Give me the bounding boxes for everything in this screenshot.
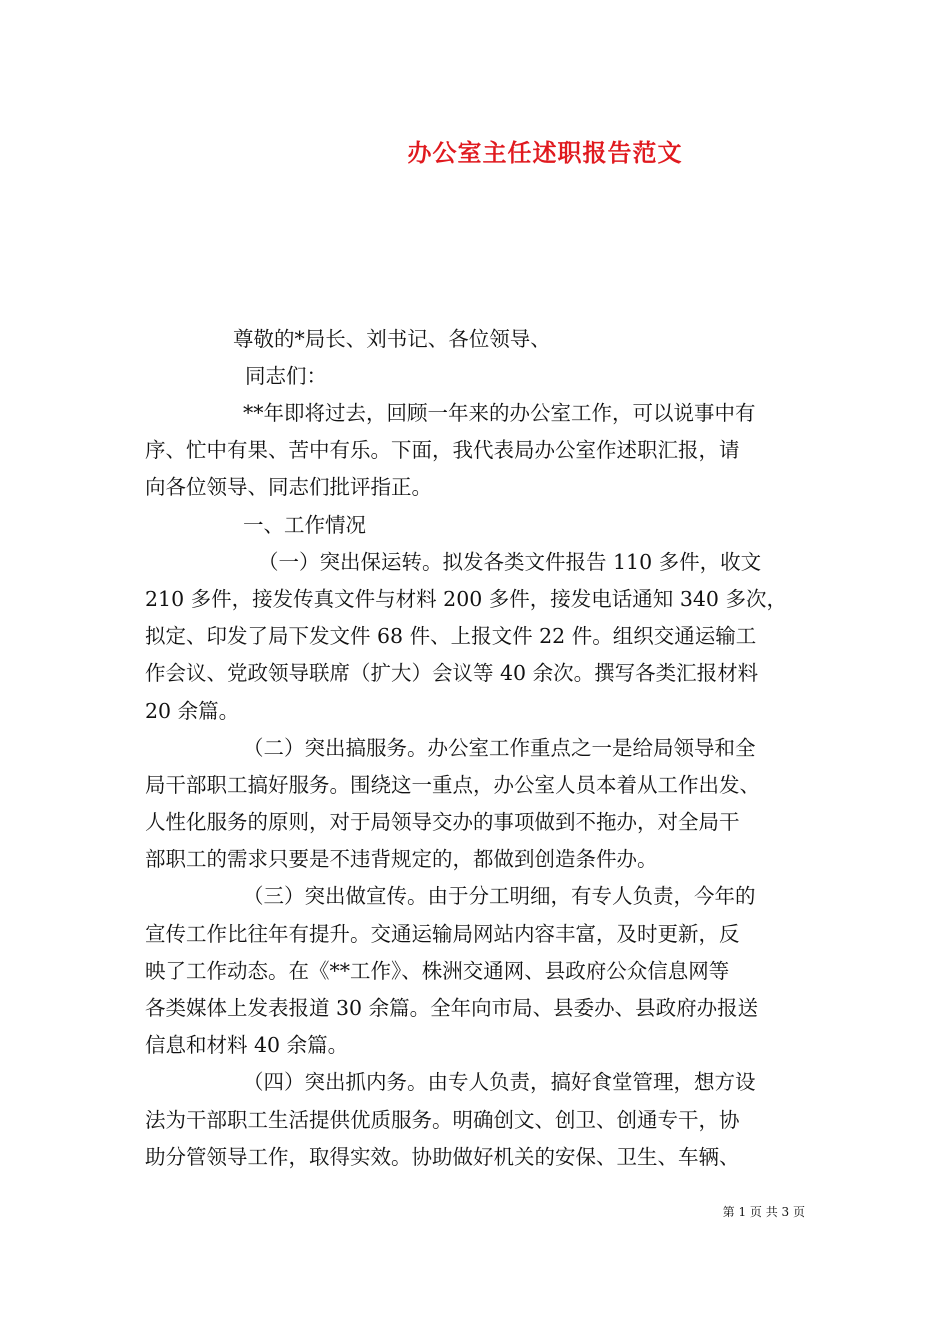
paragraph-line: 210 多件，接发传真文件与材料 200 多件，接发电话通知 340 多次， xyxy=(145,586,787,611)
paragraph-line: （四）突出抓内务。由专人负责，搞好食堂管理，想方设 xyxy=(243,1070,756,1095)
salutation-comrades: 同志们： xyxy=(245,364,327,388)
paragraph-line: 宣传工作比往年有提升。交通运输局网站内容丰富，及时更新，反 xyxy=(145,921,740,946)
paragraph-line: 信息和材料 40 余篇。 xyxy=(145,1033,349,1058)
salutation: 尊敬的*局长、刘书记、各位领导、 xyxy=(233,327,551,351)
paragraph-line: 20 余篇。 xyxy=(145,698,240,723)
paragraph-line: （三）突出做宣传。由于分工明细，有专人负责，今年的 xyxy=(243,884,756,909)
paragraph-line: 助分管领导工作，取得实效。协助做好机关的安保、卫生、车辆、 xyxy=(145,1144,740,1169)
paragraph-line: 序、忙中有果、苦中有乐。下面，我代表局办公室作述职汇报，请 xyxy=(145,438,740,463)
section-heading: 一、工作情况 xyxy=(243,512,366,537)
paragraph-line: 法为干部职工生活提供优质服务。明确创文、创卫、创通专干，协 xyxy=(145,1107,740,1132)
paragraph-line: 映了工作动态。在《**工作》、株洲交通网、县政府公众信息网等 xyxy=(145,958,730,983)
paragraph-line: **年即将过去，回顾一年来的办公室工作，可以说事中有 xyxy=(243,401,756,425)
paragraph-line: 局干部职工搞好服务。围绕这一重点，办公室人员本着从工作出发、 xyxy=(145,772,760,797)
paragraph-line: 部职工的需求只要是不违背规定的，都做到创造条件办。 xyxy=(145,847,658,872)
paragraph-line: 向各位领导、同志们批评指正。 xyxy=(145,475,432,500)
paragraph-line: （二）突出搞服务。办公室工作重点之一是给局领导和全 xyxy=(243,735,756,760)
paragraph-line: 作会议、党政领导联席（扩大）会议等 40 余次。撰写各类汇报材料 xyxy=(145,661,759,686)
document-title: 办公室主任述职报告范文 xyxy=(407,138,683,167)
paragraph-line: （一）突出保运转。拟发各类文件报告 110 多件，收文 xyxy=(258,549,762,574)
paragraph-line: 拟定、印发了局下发文件 68 件、上报文件 22 件。组织交通运输工 xyxy=(145,624,757,649)
page-footer: 第 1 页 共 3 页 xyxy=(722,1205,805,1219)
paragraph-line: 人性化服务的原则，对于局领导交办的事项做到不拖办，对全局干 xyxy=(145,810,740,835)
body-text xyxy=(145,395,810,1176)
paragraph-line: 各类媒体上发表报道 30 余篇。全年向市局、县委办、县政府办报送 xyxy=(145,996,759,1020)
